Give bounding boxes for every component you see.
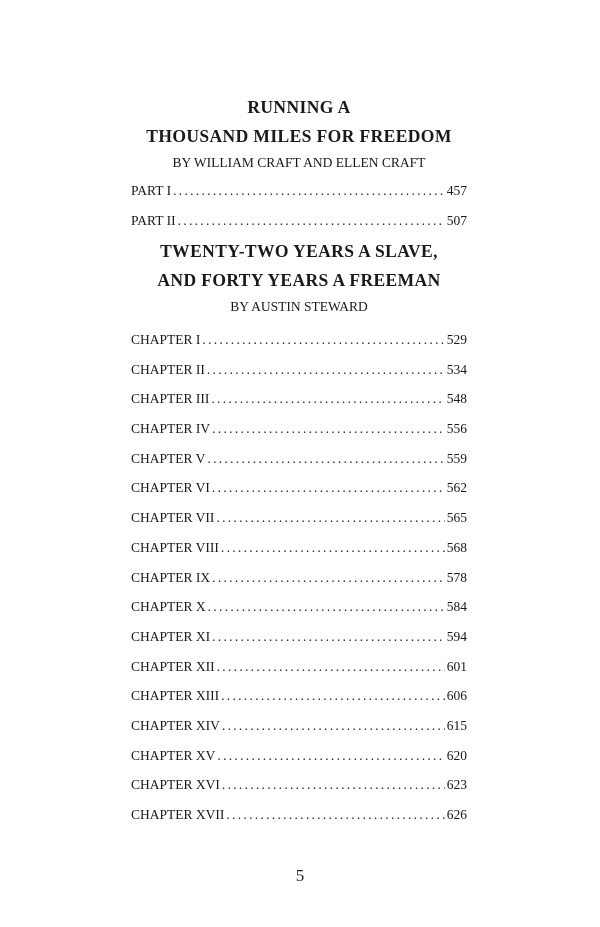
section-title [131, 237, 467, 295]
toc-leader-dots [212, 570, 445, 586]
section-author: BY AUSTIN STEWARD [230, 299, 368, 314]
toc-leader-dots [212, 629, 445, 645]
toc-list [131, 183, 467, 242]
toc-leader-dots [211, 391, 444, 407]
toc-entry-page: 507 [446, 212, 467, 228]
toc-entry-page: 601 [446, 658, 467, 674]
toc-entry-chapter-ii[interactable] [131, 362, 467, 392]
toc-entry-chapter-xiii[interactable] [131, 688, 467, 718]
toc-entry-page: 594 [446, 628, 467, 644]
toc-entry-page: 562 [446, 480, 467, 496]
toc-entry-page: 615 [446, 717, 467, 733]
toc-entry-label: CHAPTER IX [131, 569, 211, 585]
toc-leader-dots [202, 332, 444, 348]
toc-entry-label: CHAPTER I [131, 332, 201, 347]
toc-leader-dots [222, 718, 445, 734]
section-author: BY WILLIAM CRAFT AND ELLEN CRAFT [172, 155, 426, 170]
toc-leader-dots [216, 510, 444, 526]
toc-entry-label: CHAPTER XI [131, 628, 211, 644]
toc-entry-label: CHAPTER XIV [131, 717, 220, 733]
page-number: 5 [295, 866, 305, 885]
toc-leader-dots [178, 213, 445, 229]
toc-entry-page: 529 [446, 332, 467, 347]
toc-entry-page: 606 [446, 688, 467, 704]
toc-leader-dots [212, 421, 445, 437]
toc-entry-chapter-vii[interactable] [131, 510, 467, 540]
toc-entry-label: CHAPTER XIII [131, 688, 220, 704]
toc-leader-dots [208, 599, 445, 615]
toc-entry-chapter-x[interactable] [131, 599, 467, 629]
toc-entry-chapter-xi[interactable] [131, 629, 467, 659]
toc-entry-label: CHAPTER II [131, 361, 205, 377]
toc-entry-chapter-ix[interactable] [131, 570, 467, 600]
toc-entry-label: CHAPTER XVII [131, 807, 225, 822]
toc-leader-dots [212, 480, 445, 496]
section-title [131, 93, 467, 151]
toc-entry-chapter-xii[interactable] [131, 659, 467, 689]
toc-entry-label: CHAPTER IV [131, 421, 211, 437]
toc-leader-dots [222, 777, 445, 793]
toc-entry-label: PART II [131, 212, 176, 228]
toc-entry-chapter-xvi[interactable] [131, 777, 467, 807]
toc-entry-label: CHAPTER X [131, 599, 206, 615]
toc-leader-dots [173, 183, 445, 199]
toc-entry-label: CHAPTER VIII [131, 539, 219, 555]
toc-entry-part-i[interactable] [131, 183, 467, 213]
toc-entry-page: 457 [446, 183, 467, 198]
toc-entry-page: 584 [446, 599, 467, 615]
toc-entry-page: 534 [446, 361, 467, 377]
toc-entry-label: CHAPTER XII [131, 658, 215, 674]
toc-entry-page: 565 [446, 510, 467, 526]
toc-entry-page: 626 [446, 807, 467, 822]
toc-leader-dots [226, 807, 444, 823]
toc-entry-page: 568 [446, 539, 467, 555]
toc-entry-chapter-viii[interactable] [131, 540, 467, 570]
toc-entry-page: 548 [446, 391, 467, 407]
section-title-line: THOUSAND MILES FOR FREEDOM [146, 126, 452, 146]
toc-leader-dots [217, 659, 445, 675]
toc-entry-label: PART I [131, 183, 172, 198]
toc-entry-chapter-iv[interactable] [131, 421, 467, 451]
toc-entry-label: CHAPTER VII [131, 510, 215, 526]
toc-leader-dots [221, 540, 445, 556]
toc-entry-page: 559 [446, 450, 467, 466]
toc-section-twenty-two-years-a-slave [131, 237, 467, 837]
toc-entry-chapter-xvii[interactable] [131, 807, 467, 837]
toc-entry-page: 620 [446, 747, 467, 763]
toc-entry-label: CHAPTER V [131, 450, 206, 466]
toc-entry-chapter-xv[interactable] [131, 748, 467, 778]
section-title-line: AND FORTY YEARS A FREEMAN [157, 270, 441, 290]
toc-entry-page: 578 [446, 569, 467, 585]
toc-entry-label: CHAPTER VI [131, 480, 210, 496]
toc-section-running-a-thousand-miles [131, 93, 467, 242]
toc-leader-dots [217, 748, 444, 764]
toc-entry-page: 556 [446, 421, 467, 437]
toc-entry-label: CHAPTER III [131, 391, 210, 407]
toc-entry-label: CHAPTER XVI [131, 777, 220, 793]
toc-entry-chapter-iii[interactable] [131, 391, 467, 421]
toc-entry-chapter-i[interactable] [131, 332, 467, 362]
toc-entry-chapter-xiv[interactable] [131, 718, 467, 748]
toc-entry-chapter-v[interactable] [131, 451, 467, 481]
section-title-line: TWENTY-TWO YEARS A SLAVE, [160, 241, 438, 261]
toc-list [131, 332, 467, 837]
toc-leader-dots [221, 688, 445, 704]
section-title-line: RUNNING A [247, 97, 351, 117]
toc-entry-chapter-vi[interactable] [131, 480, 467, 510]
toc-entry-page: 623 [446, 777, 467, 793]
toc-leader-dots [207, 451, 444, 467]
toc-entry-label: CHAPTER XV [131, 747, 216, 763]
toc-leader-dots [207, 362, 445, 378]
